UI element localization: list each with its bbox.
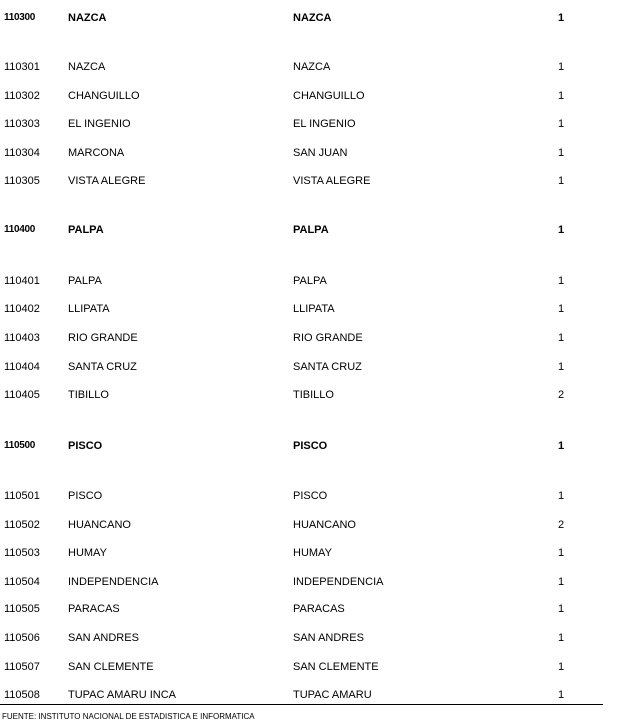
district-code: 110304 bbox=[4, 147, 40, 159]
district-name: EL INGENIO bbox=[68, 118, 131, 130]
district-capital: SANTA CRUZ bbox=[293, 361, 362, 373]
district-capital: PARACAS bbox=[293, 603, 345, 615]
province-header-row bbox=[0, 223, 637, 237]
district-capital: PALPA bbox=[293, 275, 327, 287]
district-name: VISTA ALEGRE bbox=[68, 175, 146, 187]
district-code: 110503 bbox=[4, 547, 40, 559]
district-code: 110504 bbox=[4, 576, 40, 588]
district-name: CHANGUILLO bbox=[68, 90, 140, 102]
district-value: 1 bbox=[558, 490, 565, 502]
district-name: TUPAC AMARU INCA bbox=[68, 689, 176, 701]
district-capital: EL INGENIO bbox=[293, 118, 356, 130]
district-value: 1 bbox=[558, 689, 565, 701]
province-value: 1 bbox=[558, 440, 565, 452]
district-value: 1 bbox=[558, 603, 565, 615]
district-code: 110303 bbox=[4, 118, 40, 130]
district-capital: RIO GRANDE bbox=[293, 332, 363, 344]
district-name: MARCONA bbox=[68, 147, 125, 159]
district-code: 110507 bbox=[4, 661, 40, 673]
district-value: 1 bbox=[558, 632, 565, 644]
district-row bbox=[0, 518, 637, 532]
district-capital: VISTA ALEGRE bbox=[293, 175, 371, 187]
district-capital: INDEPENDENCIA bbox=[293, 576, 384, 588]
district-value: 2 bbox=[558, 519, 565, 531]
district-name: TIBILLO bbox=[68, 389, 109, 401]
district-name: HUMAY bbox=[68, 547, 107, 559]
district-code: 110506 bbox=[4, 632, 40, 644]
district-row bbox=[0, 489, 637, 503]
district-name: SAN ANDRES bbox=[68, 632, 139, 644]
district-row bbox=[0, 631, 637, 645]
district-row bbox=[0, 174, 637, 188]
district-value: 1 bbox=[558, 547, 565, 559]
district-name: SAN CLEMENTE bbox=[68, 661, 154, 673]
province-capital: PALPA bbox=[293, 224, 329, 236]
district-code: 110508 bbox=[4, 689, 40, 701]
district-row bbox=[0, 660, 637, 674]
district-value: 1 bbox=[558, 147, 565, 159]
district-name: HUANCANO bbox=[68, 519, 131, 531]
district-row bbox=[0, 302, 637, 316]
district-code: 110403 bbox=[4, 332, 40, 344]
district-name: PALPA bbox=[68, 275, 102, 287]
district-name: LLIPATA bbox=[68, 303, 110, 315]
district-code: 110401 bbox=[4, 275, 40, 287]
district-capital: LLIPATA bbox=[293, 303, 335, 315]
district-capital: NAZCA bbox=[293, 61, 331, 73]
province-name: NAZCA bbox=[68, 12, 107, 24]
district-name: SANTA CRUZ bbox=[68, 361, 137, 373]
district-value: 1 bbox=[558, 576, 565, 588]
footer-divider bbox=[0, 704, 603, 705]
district-capital: PISCO bbox=[293, 490, 328, 502]
district-row bbox=[0, 89, 637, 103]
province-value: 1 bbox=[558, 12, 565, 24]
district-name: PISCO bbox=[68, 490, 103, 502]
province-code: 110400 bbox=[4, 224, 36, 235]
district-row bbox=[0, 360, 637, 374]
province-header-row bbox=[0, 11, 637, 25]
district-row bbox=[0, 688, 637, 702]
province-capital: PISCO bbox=[293, 440, 328, 452]
district-row bbox=[0, 546, 637, 560]
district-capital: SAN CLEMENTE bbox=[293, 661, 379, 673]
district-row bbox=[0, 117, 637, 131]
district-code: 110502 bbox=[4, 519, 40, 531]
district-capital: TUPAC AMARU bbox=[293, 689, 372, 701]
district-value: 1 bbox=[558, 361, 565, 373]
district-capital: HUANCANO bbox=[293, 519, 356, 531]
district-capital: CHANGUILLO bbox=[293, 90, 365, 102]
district-code: 110302 bbox=[4, 90, 40, 102]
province-value: 1 bbox=[558, 224, 565, 236]
district-row bbox=[0, 575, 637, 589]
district-row bbox=[0, 602, 637, 616]
district-capital: SAN JUAN bbox=[293, 147, 348, 159]
district-code: 110305 bbox=[4, 175, 40, 187]
district-code: 110301 bbox=[4, 61, 40, 73]
district-capital: SAN ANDRES bbox=[293, 632, 364, 644]
district-value: 1 bbox=[558, 661, 565, 673]
district-value: 1 bbox=[558, 332, 565, 344]
district-name: PARACAS bbox=[68, 603, 120, 615]
province-capital: NAZCA bbox=[293, 12, 332, 24]
district-value: 1 bbox=[558, 118, 565, 130]
district-name: INDEPENDENCIA bbox=[68, 576, 159, 588]
district-name: RIO GRANDE bbox=[68, 332, 138, 344]
district-row bbox=[0, 146, 637, 160]
district-row bbox=[0, 388, 637, 402]
district-code: 110505 bbox=[4, 603, 40, 615]
province-code: 110300 bbox=[4, 12, 36, 23]
district-row bbox=[0, 331, 637, 345]
district-code: 110501 bbox=[4, 490, 40, 502]
district-row bbox=[0, 60, 637, 74]
province-name: PALPA bbox=[68, 224, 104, 236]
district-code: 110405 bbox=[4, 389, 40, 401]
district-value: 1 bbox=[558, 303, 565, 315]
province-header-row bbox=[0, 439, 637, 453]
district-value: 1 bbox=[558, 61, 565, 73]
district-name: NAZCA bbox=[68, 61, 106, 73]
district-code: 110404 bbox=[4, 361, 40, 373]
district-code: 110402 bbox=[4, 303, 40, 315]
province-code: 110500 bbox=[4, 440, 36, 451]
district-value: 2 bbox=[558, 389, 565, 401]
province-name: PISCO bbox=[68, 440, 103, 452]
source-note: FUENTE: INSTITUTO NACIONAL DE ESTADISTICA E INFORMATICA bbox=[2, 712, 255, 721]
district-capital: HUMAY bbox=[293, 547, 332, 559]
district-value: 1 bbox=[558, 175, 565, 187]
district-capital: TIBILLO bbox=[293, 389, 334, 401]
district-row bbox=[0, 274, 637, 288]
district-value: 1 bbox=[558, 275, 565, 287]
district-value: 1 bbox=[558, 90, 565, 102]
